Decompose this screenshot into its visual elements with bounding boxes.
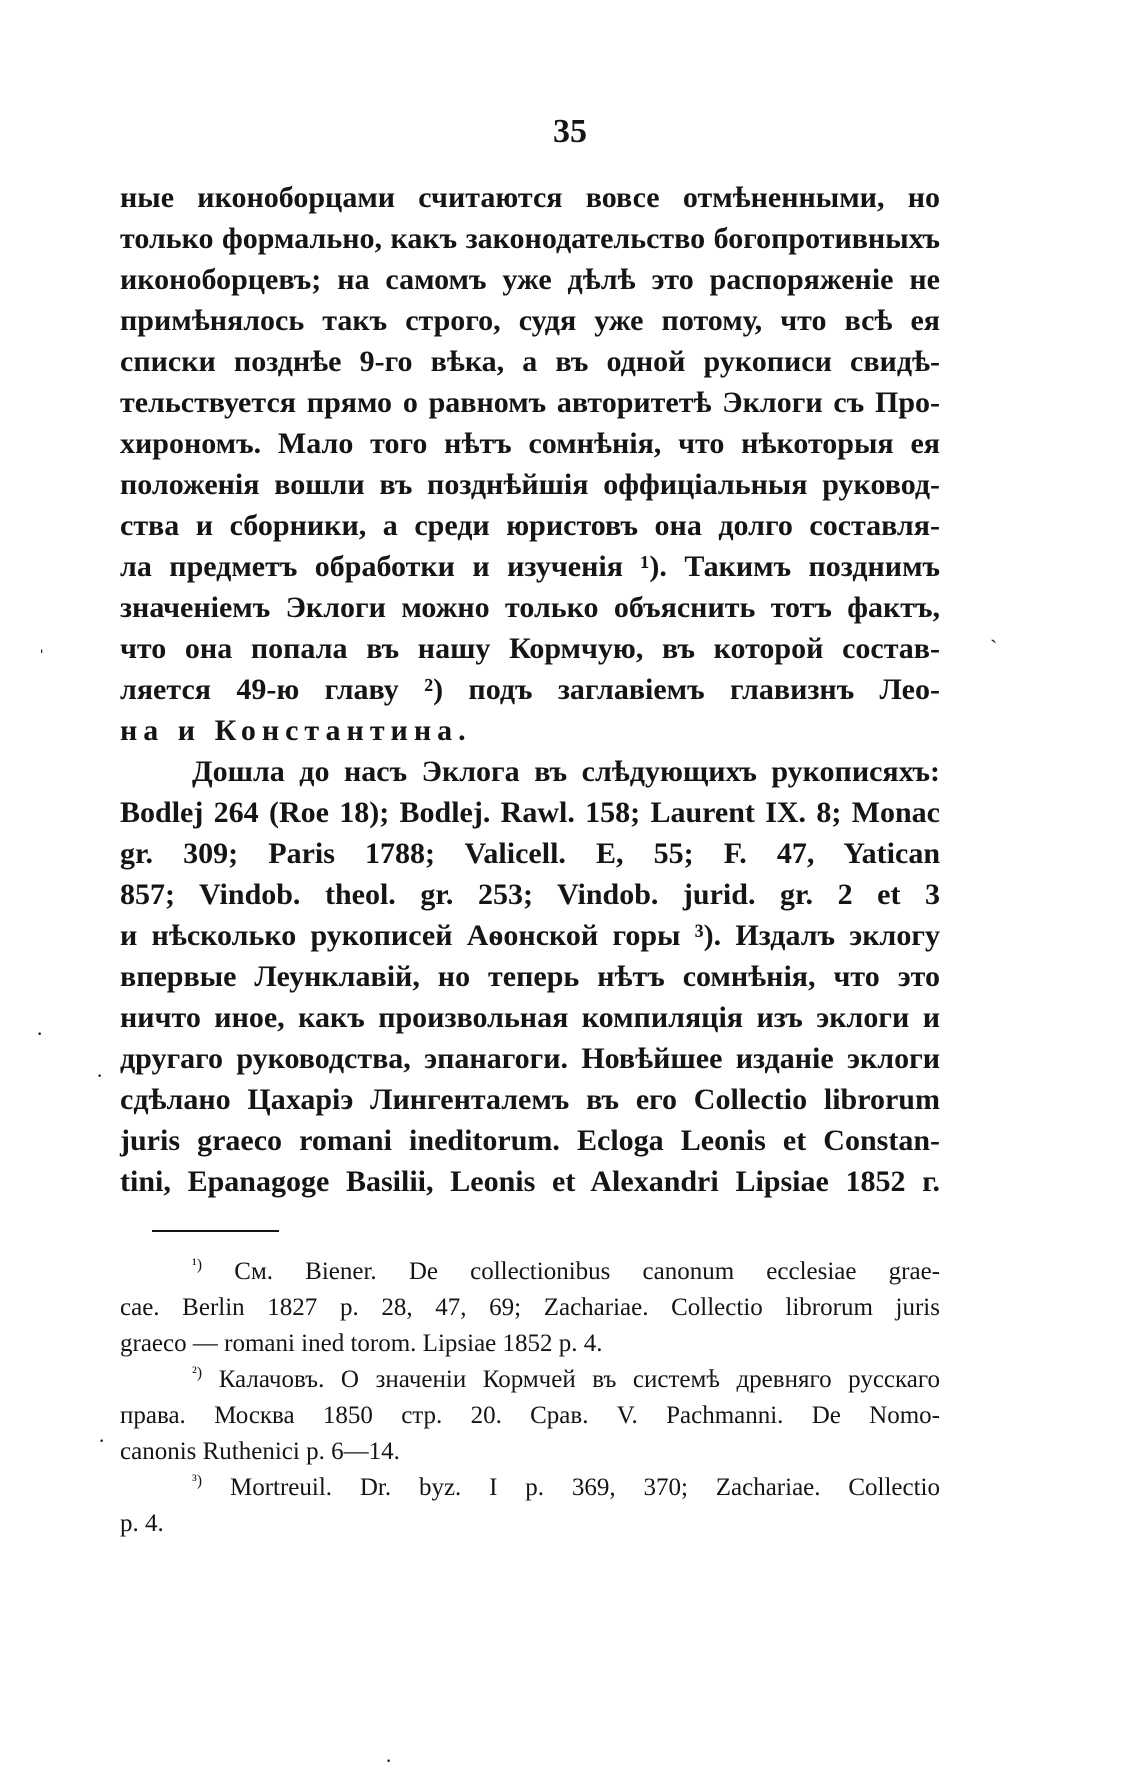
text-line: Bodlej 264 (Roe 18); Bodlej. Rawl. 158; Laurent IX. 8; Monac: [120, 796, 940, 829]
footnote-1-marker: ¹): [192, 1256, 203, 1274]
text-line: на и Константина.: [120, 714, 472, 747]
text-line: иконоборцевъ; на самомъ уже дѣлѣ это распоряженіе не: [120, 263, 940, 296]
scan-speck: ˏ: [990, 618, 998, 643]
footnote-2-line: canonis Ruthenici p. 6—14.: [120, 1438, 400, 1465]
footnote-2-line: [120, 1362, 940, 1398]
paragraph-start-line: Дошла до насъ Эклога въ слѣдующихъ рукописяхъ:: [192, 755, 940, 788]
footnote-separator: [152, 1230, 279, 1232]
text-line: другаго руководства, эпанагоги. Новѣйшее изданіе эклоги: [120, 1042, 940, 1075]
text-line: и нѣсколько рукописей Аѳонской горы ³). Издалъ эклогу: [120, 919, 940, 952]
text-line: ства и сборники, а среди юристовъ она долго составля-: [120, 509, 940, 542]
scan-speck: ˌ: [38, 628, 46, 653]
text-line: только формально, какъ законодательство богопротивныхъ: [120, 222, 940, 255]
text-line: ла предметъ обработки и изученія ¹). Такимъ позднимъ: [120, 550, 940, 583]
text-line: тельствуется прямо о равномъ авторитетѣ Эклоги съ Про-: [120, 386, 940, 419]
footnote-1-line: [120, 1254, 940, 1290]
text-line: juris graeco romani ineditorum. Ecloga Leonis et Constan-: [120, 1124, 940, 1157]
footnote-3-text: Mortreuil. Dr. byz. I p. 369, 370; Zachariae. Collectio: [229, 1474, 941, 1501]
main-text: [120, 177, 940, 1202]
text-line: ничто иное, какъ произвольная компиляція изъ эклоги и: [120, 1001, 940, 1034]
footnote-2-text: Калачовъ. О значеніи Кормчей въ системѣ древняго русскаго: [218, 1366, 941, 1393]
scan-speck: ·: [36, 1021, 44, 1046]
text-line: впервые Леунклавій, но теперь нѣтъ сомнѣнія, что это: [120, 960, 940, 993]
footnote-2-line: права. Москва 1850 стр. 20. Срав. V. Pachmanni. De Nomo-: [120, 1402, 940, 1429]
footnote-3-marker: ³): [192, 1472, 203, 1490]
footnote-3-line: p. 4.: [120, 1510, 164, 1537]
scan-speck: ·: [96, 1063, 104, 1088]
text-line: что она попала въ нашу Кормчую, въ которой состав-: [120, 632, 940, 665]
text-line: значеніемъ Эклоги можно только объяснить тотъ фактъ,: [120, 591, 940, 624]
text-line: ные иконоборцами считаются вовсе отмѣненными, но: [120, 181, 940, 214]
text-line: примѣнялось такъ строго, судя уже потому, что всѣ ея: [120, 304, 940, 337]
text-line: хирономъ. Мало того нѣтъ сомнѣнія, что нѣкоторыя ея: [120, 427, 940, 460]
footnote-1-line: cae. Berlin 1827 p. 28, 47, 69; Zachariae. Collectio librorum juris: [120, 1294, 940, 1321]
text-line: ляется 49-ю главу ²) подъ заглавіемъ главизнъ Лео-: [120, 673, 940, 706]
footnote-2-marker: ²): [192, 1364, 203, 1382]
text-line: gr. 309; Paris 1788; Valicell. E, 55; F. 47, Yatican: [120, 837, 940, 870]
text-line: 857; Vindob. theol. gr. 253; Vindob. jurid. gr. 2 et 3: [120, 878, 940, 911]
footnote-1-line: graeco — romani ined torom. Lipsiae 1852 p. 4.: [120, 1330, 603, 1357]
text-line: списки позднѣе 9-го вѣка, а въ одной рукописи свидѣ-: [120, 345, 940, 378]
footnote-1-text: См. Biener. De collectionibus canonum ecclesiae grae-: [234, 1258, 940, 1285]
text-line: tini, Epanagoge Basilii, Leonis et Alexandri Lipsiae 1852 г.: [120, 1165, 940, 1198]
scan-speck: ·: [98, 1428, 106, 1453]
text-line: сдѣлано Цахаріэ Лингенталемъ въ его Collectio librorum: [120, 1083, 940, 1116]
footnote-3-line: [120, 1470, 940, 1506]
text-line: положенія вошли въ позднѣйшія оффиціальныя руковод-: [120, 468, 940, 501]
scan-speck: ·: [385, 1748, 393, 1773]
page-number: 35: [553, 113, 587, 150]
footnotes: [120, 1254, 940, 1542]
